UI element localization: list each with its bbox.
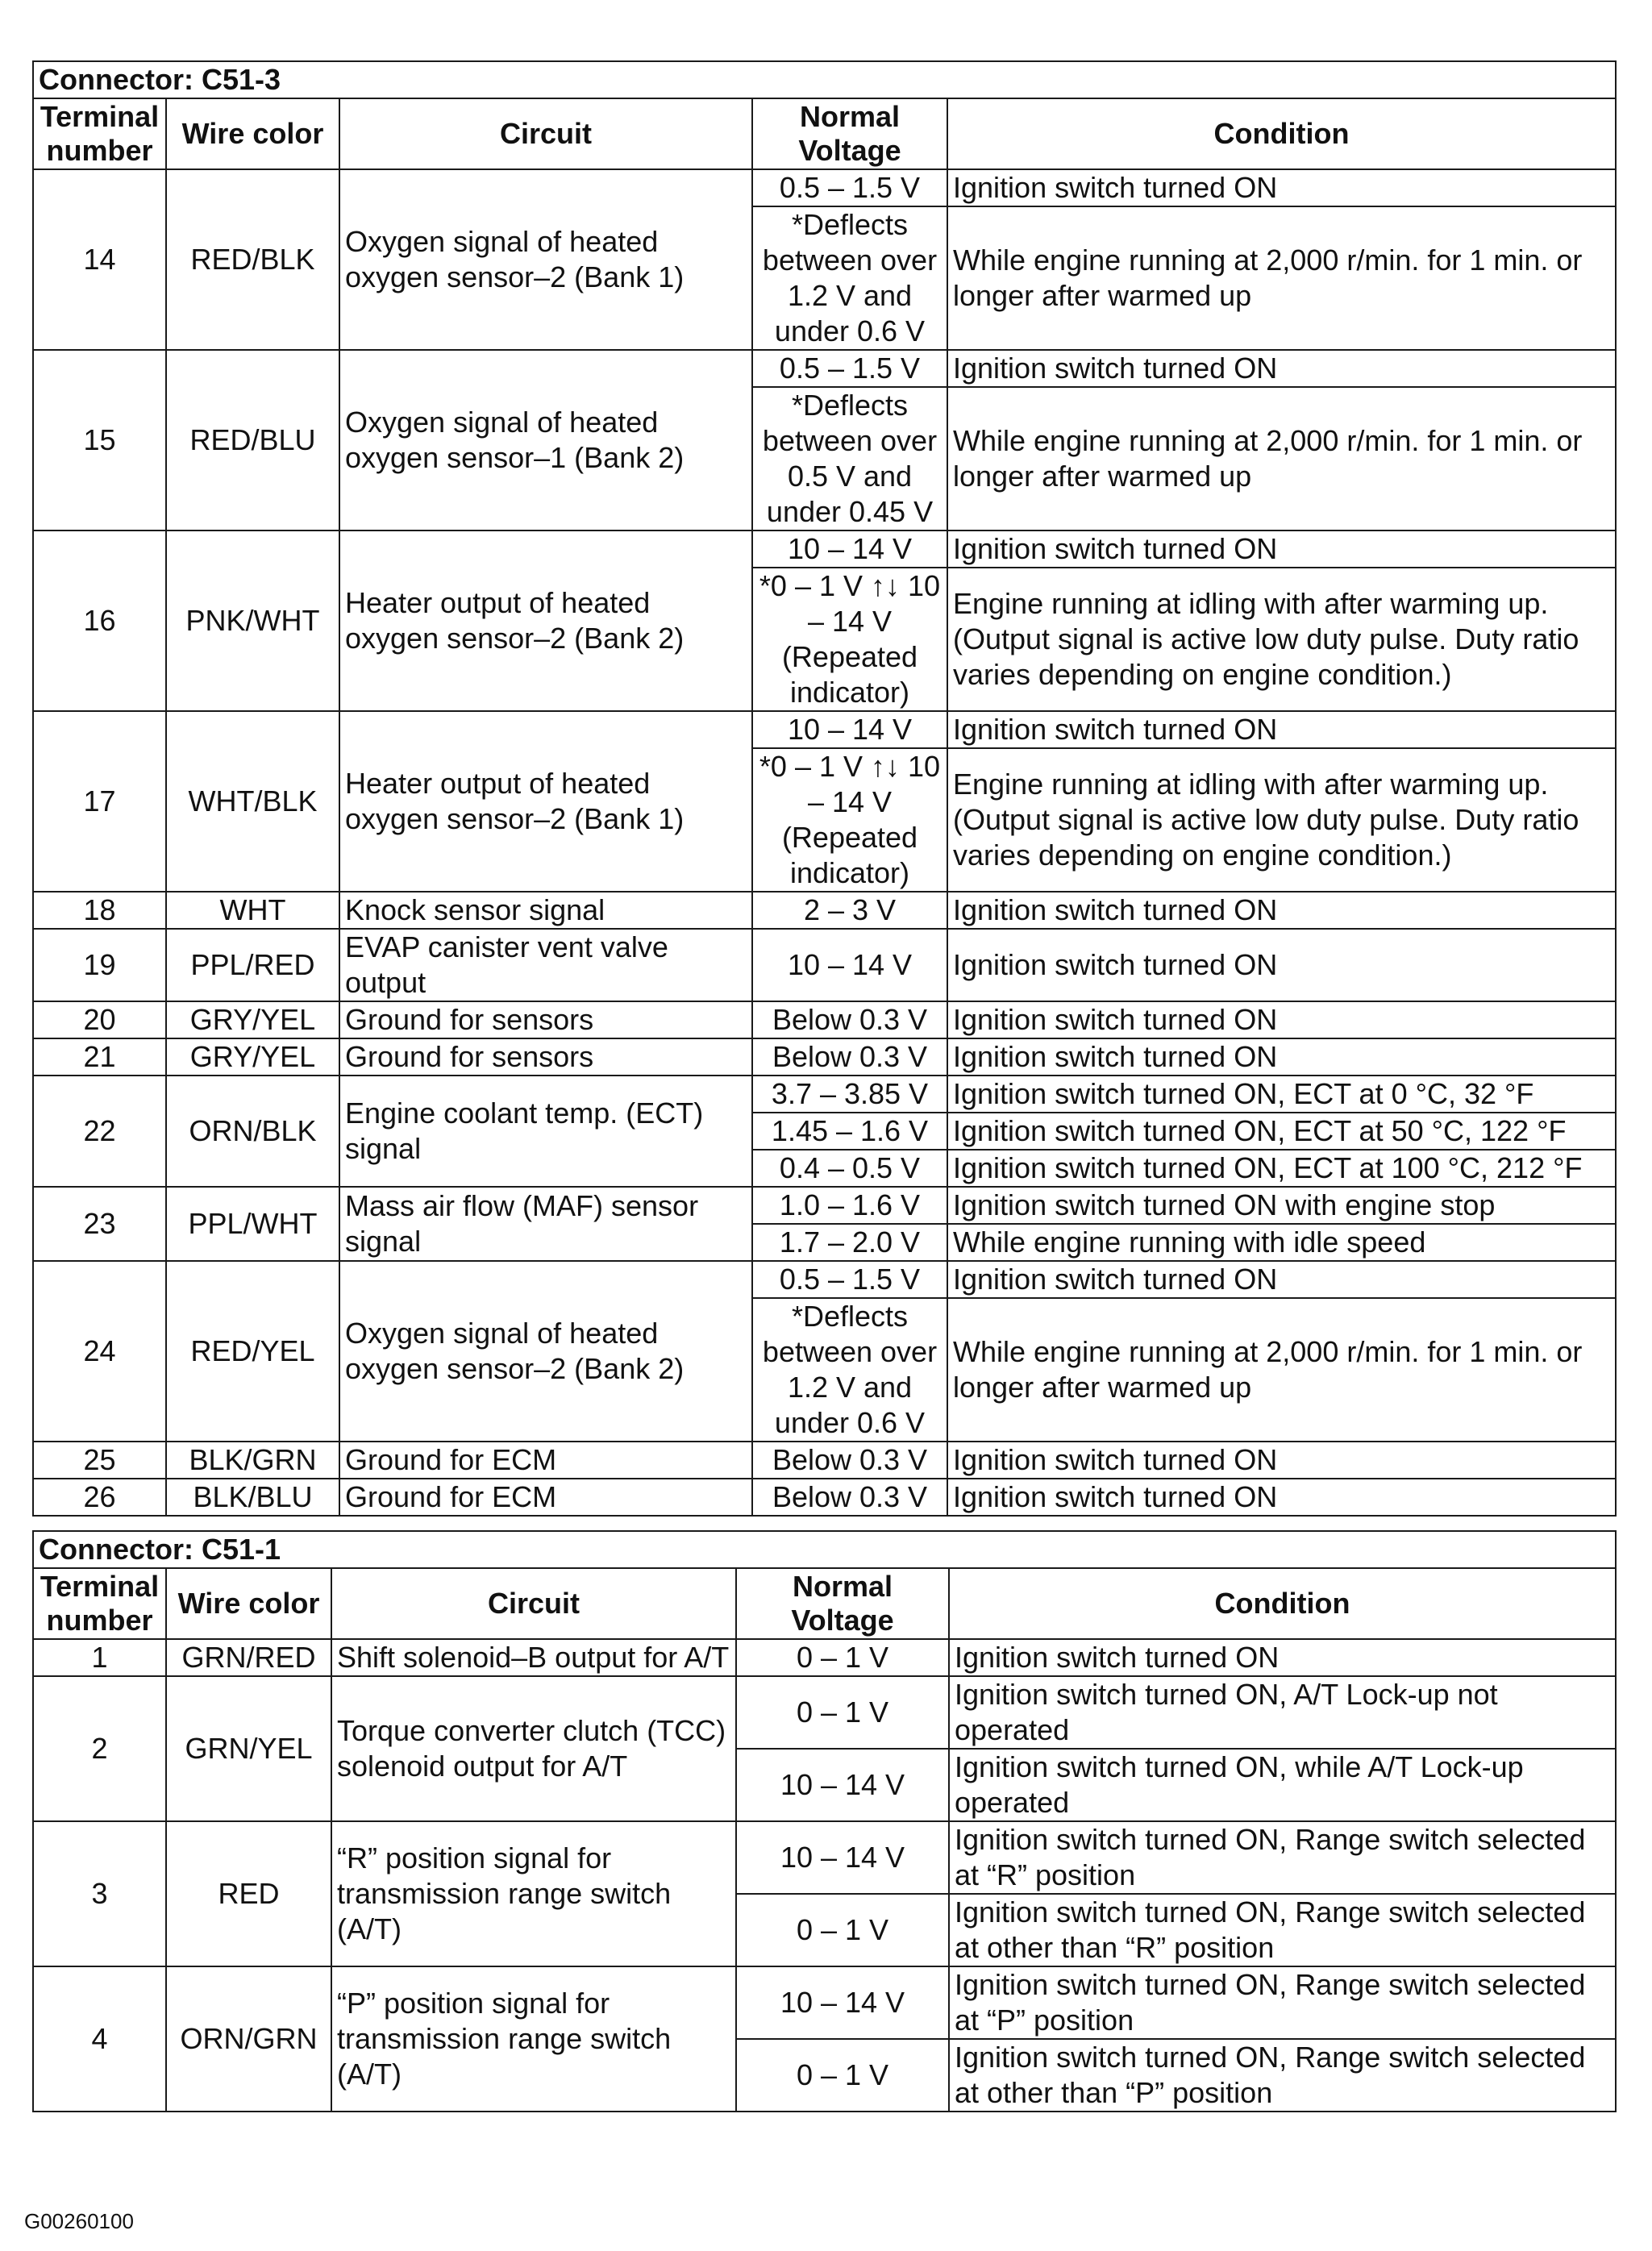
- wire-color-cell: GRN/YEL: [166, 1676, 331, 1821]
- circuit-cell: EVAP canister vent valve output: [339, 929, 752, 1001]
- terminal-cell: 4: [33, 1966, 166, 2112]
- terminal-cell: 17: [33, 711, 166, 892]
- voltage-cell: 10 – 14 V: [736, 1749, 949, 1821]
- wire-color-cell: BLK/BLU: [166, 1479, 339, 1516]
- condition-cell: Ignition switch turned ON: [947, 1001, 1616, 1038]
- circuit-cell: Knock sensor signal: [339, 892, 752, 929]
- table-row: [33, 1821, 1616, 1894]
- voltage-cell: *0 – 1 V ↑↓ 10 – 14 V (Repeated indicator): [752, 568, 947, 711]
- table-row: [33, 1676, 1616, 1749]
- condition-cell: Ignition switch turned ON: [947, 1442, 1616, 1479]
- condition-cell: Ignition switch turned ON, ECT at 0 °C, 32 °F: [947, 1076, 1616, 1113]
- condition-cell: Ignition switch turned ON: [947, 1479, 1616, 1516]
- circuit-cell: “P” position signal for transmission range switch (A/T): [331, 1966, 736, 2112]
- circuit-cell: Engine coolant temp. (ECT) signal: [339, 1076, 752, 1187]
- header-circuit: Circuit: [331, 1568, 736, 1639]
- terminal-cell: 3: [33, 1821, 166, 1966]
- wire-color-cell: RED: [166, 1821, 331, 1966]
- terminal-cell: 23: [33, 1187, 166, 1261]
- voltage-cell: 10 – 14 V: [736, 1966, 949, 2039]
- condition-cell: Ignition switch turned ON, ECT at 50 °C, 122 °F: [947, 1113, 1616, 1150]
- condition-cell: Ignition switch turned ON, Range switch selected at “P” position: [949, 1966, 1616, 2039]
- wire-color-cell: ORN/BLK: [166, 1076, 339, 1187]
- header-circuit: Circuit: [339, 98, 752, 169]
- voltage-cell: 0.5 – 1.5 V: [752, 1261, 947, 1298]
- voltage-cell: 1.45 – 1.6 V: [752, 1113, 947, 1150]
- terminal-cell: 20: [33, 1001, 166, 1038]
- condition-cell: Engine running at idling with after warming up. (Output signal is active low duty pulse. Duty ratio varies depending on engine condition.): [947, 748, 1616, 892]
- condition-cell: Ignition switch turned ON with engine stop: [947, 1187, 1616, 1224]
- header-wire-color: Wire color: [166, 98, 339, 169]
- header-normal-voltage: Normal Voltage: [752, 98, 947, 169]
- table-row: [33, 1966, 1616, 2039]
- header-wire-color: Wire color: [166, 1568, 331, 1639]
- condition-cell: Ignition switch turned ON: [947, 1261, 1616, 1298]
- figure-id: G00260100: [24, 2209, 134, 2233]
- voltage-cell: 0 – 1 V: [736, 1676, 949, 1749]
- connector-c51-1-table: [32, 1530, 1617, 2112]
- wire-color-cell: RED/BLK: [166, 169, 339, 350]
- terminal-cell: 16: [33, 531, 166, 711]
- table-row: [33, 1479, 1616, 1516]
- header-condition: Condition: [947, 98, 1616, 169]
- wire-color-cell: ORN/GRN: [166, 1966, 331, 2112]
- wire-color-cell: WHT/BLK: [166, 711, 339, 892]
- voltage-cell: 0.4 – 0.5 V: [752, 1150, 947, 1187]
- voltage-cell: Below 0.3 V: [752, 1479, 947, 1516]
- circuit-cell: Heater output of heated oxygen sensor–2 (Bank 2): [339, 531, 752, 711]
- condition-cell: Ignition switch turned ON: [947, 711, 1616, 748]
- terminal-cell: 22: [33, 1076, 166, 1187]
- circuit-cell: Ground for sensors: [339, 1038, 752, 1076]
- terminal-cell: 14: [33, 169, 166, 350]
- connector-c51-3-body: [33, 169, 1616, 1516]
- voltage-cell: 10 – 14 V: [752, 531, 947, 568]
- voltage-cell: 1.0 – 1.6 V: [752, 1187, 947, 1224]
- condition-cell: Ignition switch turned ON, ECT at 100 °C, 212 °F: [947, 1150, 1616, 1187]
- condition-cell: Ignition switch turned ON: [947, 892, 1616, 929]
- table-row: [33, 892, 1616, 929]
- circuit-cell: Ground for ECM: [339, 1442, 752, 1479]
- voltage-cell: 2 – 3 V: [752, 892, 947, 929]
- condition-cell: Ignition switch turned ON: [947, 169, 1616, 206]
- wire-color-cell: RED/YEL: [166, 1261, 339, 1442]
- header-condition: Condition: [949, 1568, 1616, 1639]
- voltage-cell: 0 – 1 V: [736, 1639, 949, 1676]
- table-row: [33, 1076, 1616, 1113]
- circuit-cell: Heater output of heated oxygen sensor–2 (Bank 1): [339, 711, 752, 892]
- voltage-cell: 10 – 14 V: [752, 929, 947, 1001]
- wire-color-cell: BLK/GRN: [166, 1442, 339, 1479]
- table-row: [33, 1001, 1616, 1038]
- header-terminal-number: Terminal number: [33, 1568, 166, 1639]
- table-row: [33, 350, 1616, 387]
- voltage-cell: 10 – 14 V: [752, 711, 947, 748]
- voltage-cell: 10 – 14 V: [736, 1821, 949, 1894]
- voltage-cell: Below 0.3 V: [752, 1038, 947, 1076]
- table-caption: Connector: C51-1: [33, 1531, 1616, 1568]
- header-normal-voltage: Normal Voltage: [736, 1568, 949, 1639]
- circuit-cell: Oxygen signal of heated oxygen sensor–1 (Bank 2): [339, 350, 752, 531]
- voltage-cell: 0.5 – 1.5 V: [752, 169, 947, 206]
- condition-cell: Ignition switch turned ON, A/T Lock-up not operated: [949, 1676, 1616, 1749]
- voltage-cell: *Deflects between over 0.5 V and under 0.45 V: [752, 387, 947, 531]
- voltage-cell: 0.5 – 1.5 V: [752, 350, 947, 387]
- condition-cell: Ignition switch turned ON, Range switch selected at other than “P” position: [949, 2039, 1616, 2112]
- condition-cell: Ignition switch turned ON, Range switch selected at other than “R” position: [949, 1894, 1616, 1966]
- condition-cell: Ignition switch turned ON: [947, 531, 1616, 568]
- terminal-cell: 18: [33, 892, 166, 929]
- voltage-cell: 0 – 1 V: [736, 2039, 949, 2112]
- connector-c51-3-table: [32, 60, 1617, 1517]
- table-caption: Connector: C51-3: [33, 61, 1616, 98]
- circuit-cell: Torque converter clutch (TCC) solenoid output for A/T: [331, 1676, 736, 1821]
- condition-cell: While engine running with idle speed: [947, 1224, 1616, 1261]
- wire-color-cell: WHT: [166, 892, 339, 929]
- voltage-cell: *0 – 1 V ↑↓ 10 – 14 V (Repeated indicator): [752, 748, 947, 892]
- condition-cell: While engine running at 2,000 r/min. for 1 min. or longer after warmed up: [947, 1298, 1616, 1442]
- table-row: [33, 531, 1616, 568]
- wire-color-cell: PNK/WHT: [166, 531, 339, 711]
- table-row: [33, 1442, 1616, 1479]
- circuit-cell: Ground for ECM: [339, 1479, 752, 1516]
- wire-color-cell: GRY/YEL: [166, 1001, 339, 1038]
- circuit-cell: Oxygen signal of heated oxygen sensor–2 (Bank 2): [339, 1261, 752, 1442]
- voltage-cell: 3.7 – 3.85 V: [752, 1076, 947, 1113]
- wire-color-cell: PPL/WHT: [166, 1187, 339, 1261]
- voltage-cell: 0 – 1 V: [736, 1894, 949, 1966]
- condition-cell: Ignition switch turned ON: [947, 350, 1616, 387]
- terminal-cell: 24: [33, 1261, 166, 1442]
- table-row: [33, 1261, 1616, 1298]
- table-row: [33, 1639, 1616, 1676]
- condition-cell: While engine running at 2,000 r/min. for 1 min. or longer after warmed up: [947, 206, 1616, 350]
- condition-cell: While engine running at 2,000 r/min. for 1 min. or longer after warmed up: [947, 387, 1616, 531]
- terminal-cell: 2: [33, 1676, 166, 1821]
- table-row: [33, 1187, 1616, 1224]
- circuit-cell: “R” position signal for transmission range switch (A/T): [331, 1821, 736, 1966]
- voltage-cell: 1.7 – 2.0 V: [752, 1224, 947, 1261]
- header-terminal-number: Terminal number: [33, 98, 166, 169]
- wire-color-cell: GRY/YEL: [166, 1038, 339, 1076]
- voltage-cell: *Deflects between over 1.2 V and under 0.6 V: [752, 1298, 947, 1442]
- circuit-cell: Mass air flow (MAF) sensor signal: [339, 1187, 752, 1261]
- condition-cell: Ignition switch turned ON: [949, 1639, 1616, 1676]
- circuit-cell: Shift solenoid–B output for A/T: [331, 1639, 736, 1676]
- condition-cell: Ignition switch turned ON: [947, 929, 1616, 1001]
- table-row: [33, 1038, 1616, 1076]
- connector-c51-1-body: [33, 1639, 1616, 2112]
- table-row: [33, 169, 1616, 206]
- wire-color-cell: PPL/RED: [166, 929, 339, 1001]
- terminal-cell: 26: [33, 1479, 166, 1516]
- circuit-cell: Ground for sensors: [339, 1001, 752, 1038]
- wire-color-cell: RED/BLU: [166, 350, 339, 531]
- terminal-cell: 19: [33, 929, 166, 1001]
- terminal-cell: 1: [33, 1639, 166, 1676]
- condition-cell: Ignition switch turned ON, Range switch selected at “R” position: [949, 1821, 1616, 1894]
- terminal-cell: 25: [33, 1442, 166, 1479]
- circuit-cell: Oxygen signal of heated oxygen sensor–2 (Bank 1): [339, 169, 752, 350]
- table-row: [33, 929, 1616, 1001]
- table-row: [33, 711, 1616, 748]
- voltage-cell: *Deflects between over 1.2 V and under 0.6 V: [752, 206, 947, 350]
- wire-color-cell: GRN/RED: [166, 1639, 331, 1676]
- condition-cell: Engine running at idling with after warming up. (Output signal is active low duty pulse. Duty ratio varies depending on engine condition.): [947, 568, 1616, 711]
- condition-cell: Ignition switch turned ON: [947, 1038, 1616, 1076]
- condition-cell: Ignition switch turned ON, while A/T Lock-up operated: [949, 1749, 1616, 1821]
- terminal-cell: 21: [33, 1038, 166, 1076]
- terminal-cell: 15: [33, 350, 166, 531]
- voltage-cell: Below 0.3 V: [752, 1442, 947, 1479]
- voltage-cell: Below 0.3 V: [752, 1001, 947, 1038]
